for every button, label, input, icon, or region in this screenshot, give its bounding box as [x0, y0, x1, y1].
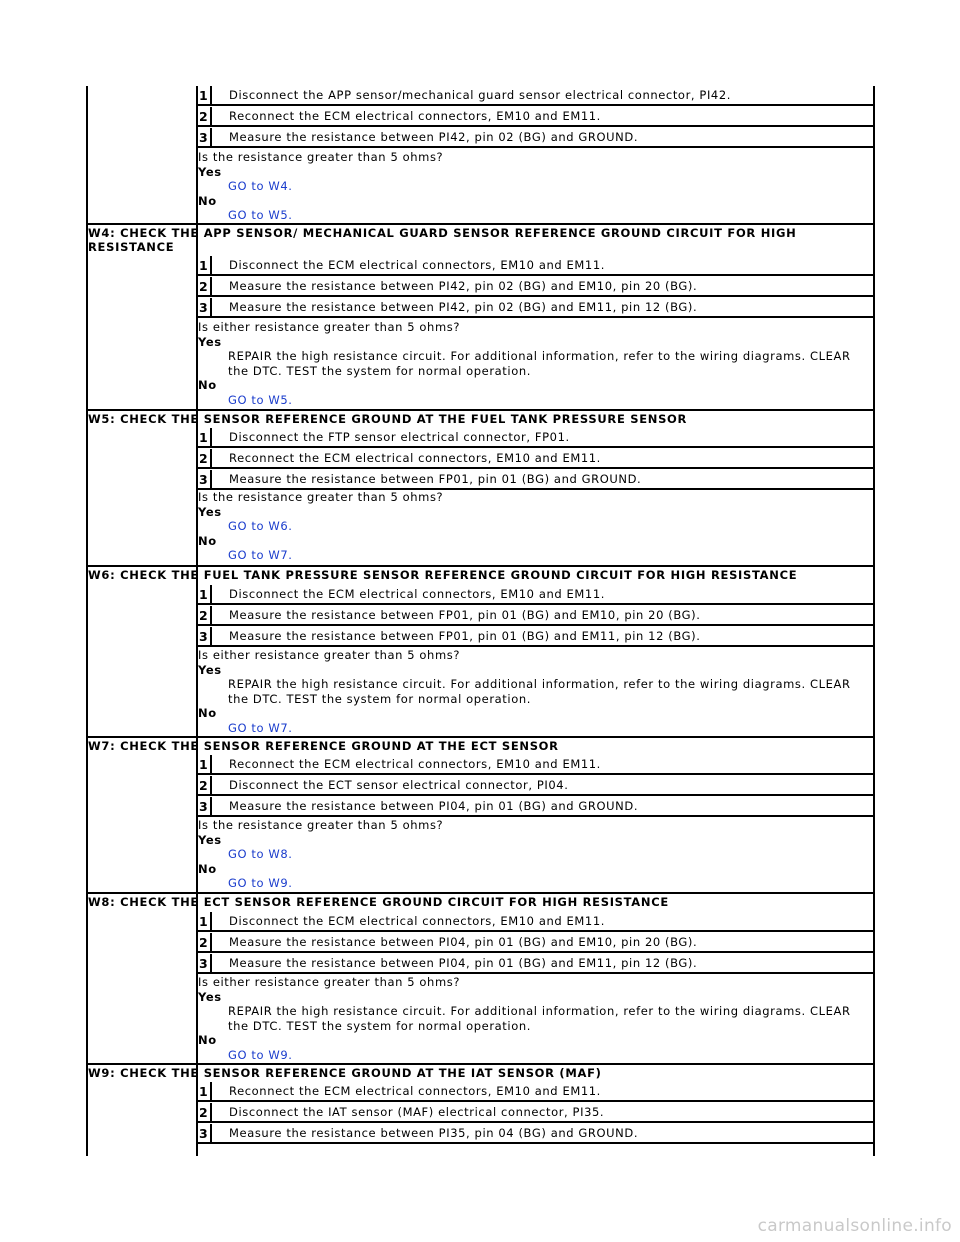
step-row — [196, 1124, 873, 1142]
step-divider — [210, 86, 212, 105]
step-text: Disconnect the IAT sensor (MAF) electrical connector, PI35. — [229, 1105, 605, 1119]
step-row — [196, 627, 873, 645]
yes-link[interactable]: GO to W6. — [228, 519, 293, 533]
no-link[interactable]: GO to W7. — [228, 720, 293, 735]
step-number: 1 — [199, 914, 209, 929]
step-row — [196, 470, 873, 488]
section-rule — [86, 892, 875, 894]
step-number: 2 — [199, 935, 209, 950]
right-border — [873, 86, 875, 1156]
question-text: Is either resistance greater than 5 ohms? — [198, 320, 461, 334]
step-text: Measure the resistance between PI42, pin 02 (BG) and GROUND. — [229, 130, 639, 144]
section-header: W6: CHECK THE FUEL TANK PRESSURE SENSOR REFERENCE GROUND CIRCUIT FOR HIGH RESISTANCE — [88, 568, 798, 582]
step-divider — [210, 912, 212, 931]
step-number: 3 — [199, 300, 209, 315]
step-rule — [196, 951, 875, 953]
yes-label: Yes — [198, 164, 222, 179]
step-rule — [196, 930, 875, 932]
step-text: Measure the resistance between FP01, pin 01 (BG) and EM10, pin 20 (BG). — [229, 608, 701, 622]
step-divider — [210, 428, 212, 447]
step-text: Reconnect the ECM electrical connectors, EM10 and EM11. — [229, 757, 601, 771]
step-row — [196, 755, 873, 773]
yes-action-text: REPAIR the high resistance circuit. For additional information, refer to the wiring diagrams. CLEAR the DTC. TEST the system for normal operation. — [228, 677, 851, 706]
step-rule — [196, 1142, 875, 1144]
yes-label: Yes — [198, 989, 222, 1004]
step-number: 1 — [199, 1084, 209, 1099]
step-number: 2 — [199, 451, 209, 466]
decision-block — [198, 648, 873, 735]
yes-label: Yes — [198, 504, 222, 519]
section-rule — [86, 409, 875, 411]
question-text: Is either resistance greater than 5 ohms? — [198, 975, 461, 989]
step-divider — [210, 776, 212, 795]
step-number: 3 — [199, 472, 209, 487]
yes-label: Yes — [198, 662, 222, 677]
yes-label: Yes — [198, 334, 222, 349]
no-label: No — [198, 378, 217, 392]
section-header: W9: CHECK THE SENSOR REFERENCE GROUND AT THE IAT SENSOR (MAF) — [88, 1066, 602, 1080]
section-header: W4: CHECK THE APP SENSOR/ MECHANICAL GUARD SENSOR REFERENCE GROUND CIRCUIT FOR HIGH RESISTANCE — [88, 226, 797, 254]
step-text: Measure the resistance between PI04, pin 01 (BG) and EM10, pin 20 (BG). — [229, 935, 698, 949]
step-rule — [196, 773, 875, 775]
step-text: Measure the resistance between FP01, pin 01 (BG) and GROUND. — [229, 472, 642, 486]
step-number: 3 — [199, 956, 209, 971]
step-divider — [210, 606, 212, 625]
step-number: 3 — [199, 799, 209, 814]
step-text: Measure the resistance between FP01, pin 01 (BG) and EM11, pin 12 (BG). — [229, 629, 701, 643]
step-rule — [196, 794, 875, 796]
step-number: 1 — [199, 430, 209, 445]
step-divider — [210, 298, 212, 317]
step-row — [196, 776, 873, 794]
section-header: W8: CHECK THE ECT SENSOR REFERENCE GROUND CIRCUIT FOR HIGH RESISTANCE — [88, 895, 669, 909]
step-row — [196, 256, 873, 274]
step-divider — [210, 277, 212, 296]
step-divider — [210, 954, 212, 973]
section-rule — [86, 1063, 875, 1065]
question-text: Is the resistance greater than 5 ohms? — [198, 818, 444, 832]
step-text: Disconnect the ECM electrical connectors, EM10 and EM11. — [229, 914, 606, 928]
step-rule — [196, 295, 875, 297]
step-text: Reconnect the ECM electrical connectors, EM10 and EM11. — [229, 451, 601, 465]
step-row — [196, 428, 873, 446]
step-divider — [210, 470, 212, 489]
step-rule — [196, 274, 875, 276]
step-rule — [196, 603, 875, 605]
step-number: 2 — [199, 279, 209, 294]
section-rule — [86, 736, 875, 738]
step-row — [196, 933, 873, 951]
step-number: 2 — [199, 109, 209, 124]
step-rule — [196, 645, 875, 647]
no-link[interactable]: GO to W9. — [228, 1047, 293, 1062]
step-row — [196, 912, 873, 930]
step-divider — [210, 933, 212, 952]
step-rule — [196, 1100, 875, 1102]
step-divider — [210, 449, 212, 468]
step-text: Reconnect the ECM electrical connectors, EM10 and EM11. — [229, 109, 601, 123]
step-divider — [210, 627, 212, 646]
step-rule — [196, 1121, 875, 1123]
yes-link[interactable]: GO to W4. — [228, 179, 293, 193]
yes-link[interactable]: GO to W8. — [228, 847, 293, 861]
step-number: 3 — [199, 1126, 209, 1141]
question-text: Is the resistance greater than 5 ohms? — [198, 490, 444, 504]
step-row — [196, 954, 873, 972]
step-row — [196, 107, 873, 125]
step-text: Disconnect the FTP sensor electrical connector, FP01. — [229, 430, 570, 444]
decision-block — [198, 818, 873, 891]
no-label: No — [198, 533, 217, 548]
step-row — [196, 298, 873, 316]
step-text: Disconnect the ECM electrical connectors, EM10 and EM11. — [229, 587, 606, 601]
step-text: Measure the resistance between PI42, pin 02 (BG) and EM11, pin 12 (BG). — [229, 300, 698, 314]
step-rule — [196, 624, 875, 626]
step-divider — [210, 256, 212, 275]
step-divider — [210, 107, 212, 126]
watermark: carmanualsonline.info — [757, 1216, 952, 1236]
step-divider — [210, 1103, 212, 1122]
step-row — [196, 585, 873, 603]
step-rule — [196, 467, 875, 469]
step-divider — [210, 1082, 212, 1101]
step-row — [196, 1082, 873, 1100]
step-number: 2 — [199, 608, 209, 623]
no-label: No — [198, 193, 217, 208]
step-text: Measure the resistance between PI04, pin 01 (BG) and GROUND. — [229, 799, 639, 813]
step-text: Measure the resistance between PI42, pin 02 (BG) and EM10, pin 20 (BG). — [229, 279, 698, 293]
step-divider — [210, 128, 212, 147]
step-row — [196, 128, 873, 146]
step-rule — [196, 316, 875, 318]
decision-block — [198, 490, 873, 563]
step-row — [196, 277, 873, 295]
step-number: 3 — [199, 130, 209, 145]
step-row — [196, 1103, 873, 1121]
step-rule — [196, 815, 875, 817]
decision-block — [198, 320, 873, 407]
step-text: Disconnect the APP sensor/mechanical guard sensor electrical connector, PI42. — [229, 88, 732, 102]
step-number: 1 — [199, 587, 209, 602]
question-text: Is the resistance greater than 5 ohms? — [198, 150, 444, 164]
decision-block — [198, 975, 873, 1062]
step-text: Disconnect the ECM electrical connectors, EM10 and EM11. — [229, 258, 606, 272]
decision-block — [198, 150, 873, 223]
step-number: 2 — [199, 778, 209, 793]
no-label: No — [198, 1033, 217, 1047]
no-link[interactable]: GO to W5. — [228, 208, 293, 222]
step-row — [196, 797, 873, 815]
section-header: W7: CHECK THE SENSOR REFERENCE GROUND AT THE ECT SENSOR — [88, 739, 559, 753]
step-number: 1 — [199, 88, 209, 103]
no-link[interactable]: GO to W5. — [228, 392, 293, 407]
yes-action-text: REPAIR the high resistance circuit. For additional information, refer to the wiring diagrams. CLEAR the DTC. TEST the system for normal operation. — [228, 349, 851, 378]
step-number: 1 — [199, 258, 209, 273]
no-label: No — [198, 861, 217, 876]
step-number: 3 — [199, 629, 209, 644]
step-divider — [210, 755, 212, 774]
step-row — [196, 449, 873, 467]
section-rule — [86, 223, 875, 225]
section-rule — [86, 565, 875, 567]
step-text: Reconnect the ECM electrical connectors, EM10 and EM11. — [229, 1084, 601, 1098]
no-link[interactable]: GO to W9. — [228, 876, 293, 890]
question-text: Is either resistance greater than 5 ohms? — [198, 648, 461, 662]
step-row — [196, 606, 873, 624]
step-number: 2 — [199, 1105, 209, 1120]
step-text: Disconnect the ECT sensor electrical connector, PI04. — [229, 778, 569, 792]
no-label: No — [198, 706, 217, 720]
step-rule — [196, 146, 875, 148]
step-rule — [196, 972, 875, 974]
yes-action-text: REPAIR the high resistance circuit. For additional information, refer to the wiring diagrams. CLEAR the DTC. TEST the system for normal operation. — [228, 1004, 851, 1033]
step-rule — [196, 446, 875, 448]
step-number: 1 — [199, 757, 209, 772]
step-row — [196, 86, 873, 104]
step-divider — [210, 585, 212, 604]
step-text: Measure the resistance between PI04, pin 01 (BG) and EM11, pin 12 (BG). — [229, 956, 698, 970]
yes-label: Yes — [198, 832, 222, 847]
step-rule — [196, 104, 875, 106]
step-text: Measure the resistance between PI35, pin 04 (BG) and GROUND. — [229, 1126, 639, 1140]
no-link[interactable]: GO to W7. — [228, 548, 293, 562]
step-rule — [196, 125, 875, 127]
section-header: W5: CHECK THE SENSOR REFERENCE GROUND AT THE FUEL TANK PRESSURE SENSOR — [88, 412, 688, 426]
step-divider — [210, 797, 212, 816]
step-divider — [210, 1124, 212, 1143]
